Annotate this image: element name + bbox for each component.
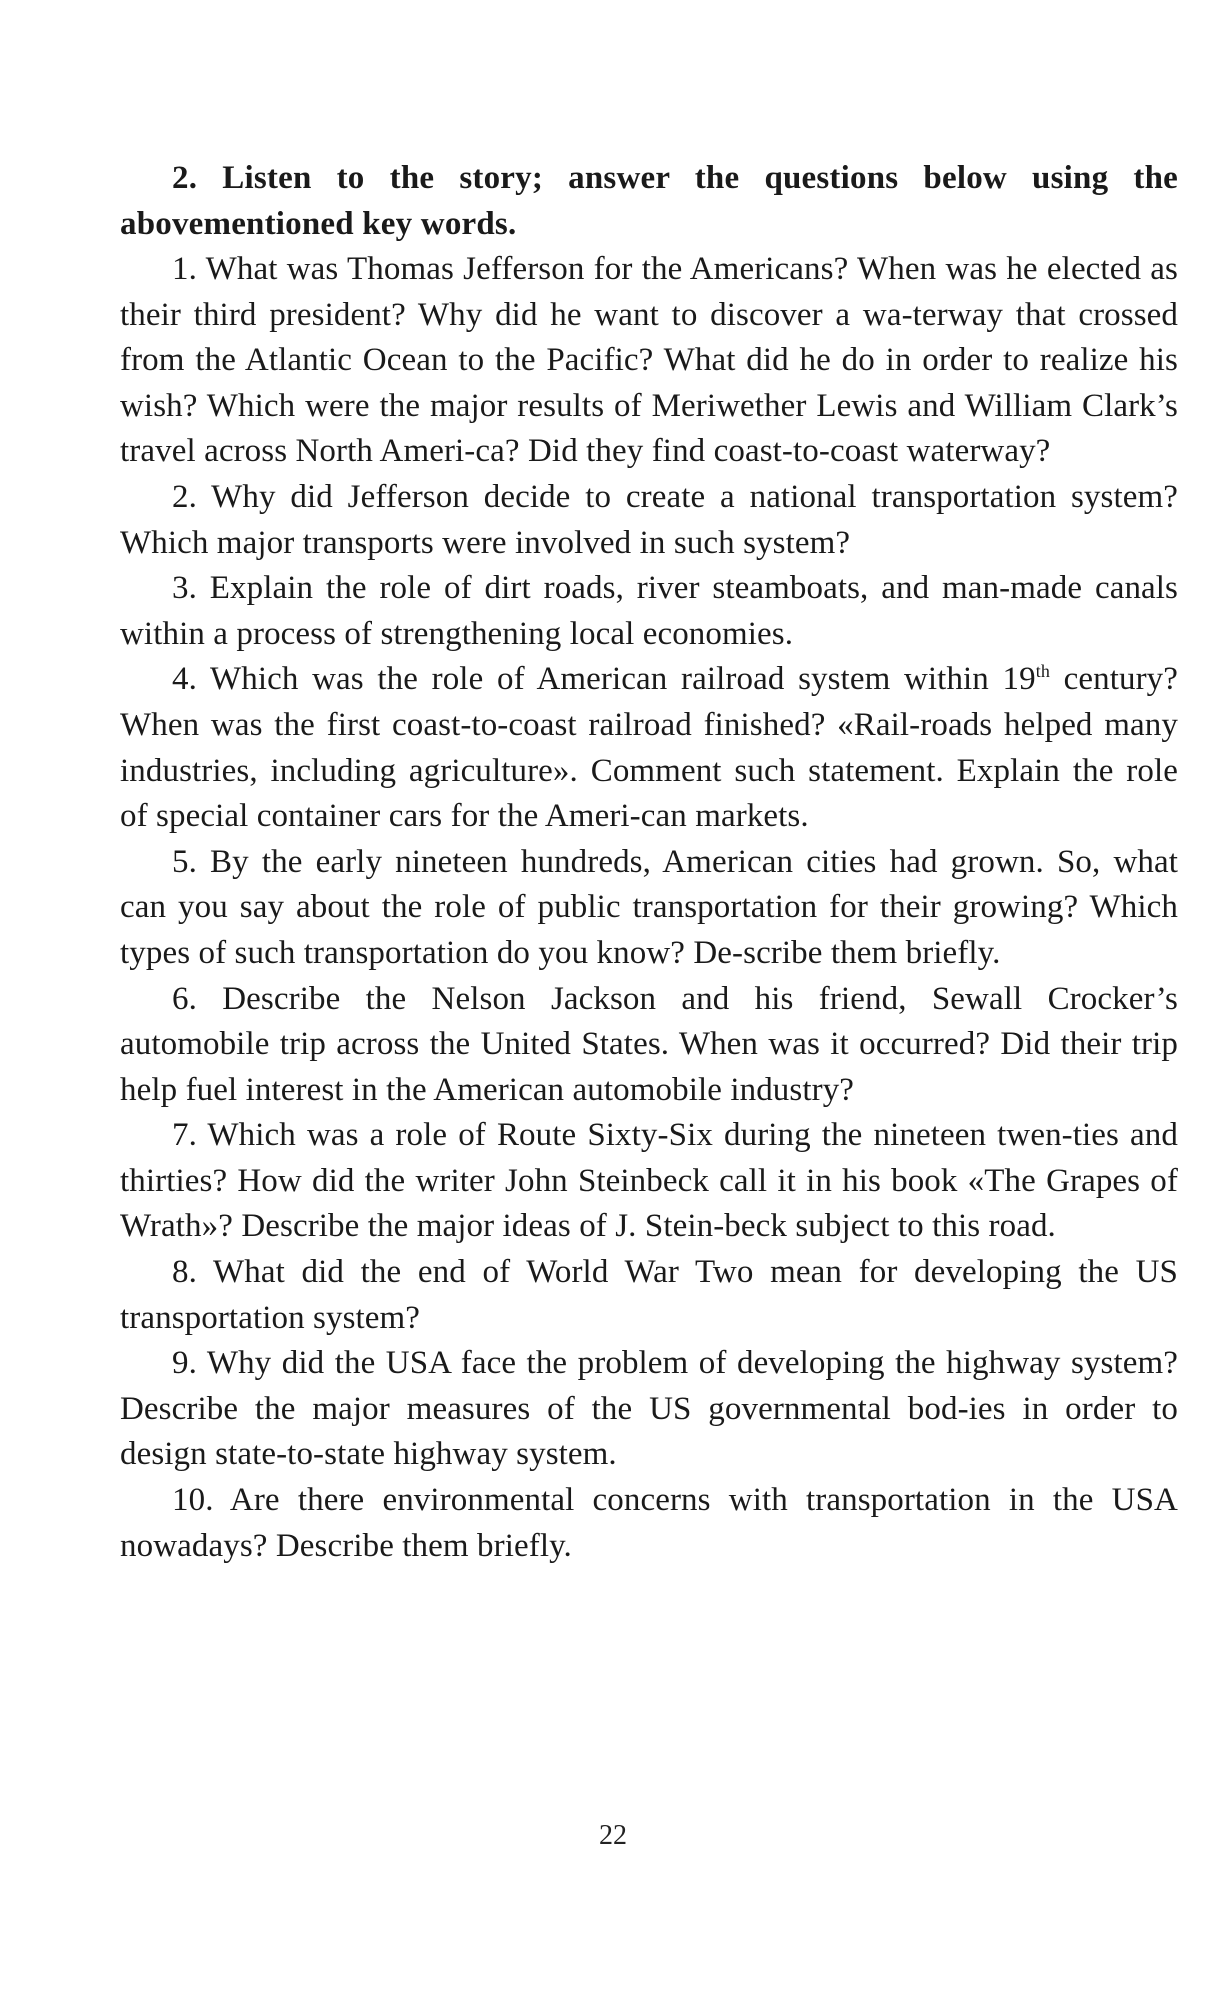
question-1: 1. What was Thomas Jefferson for the Americans? When was he elected as their third president? Why did he want to discover a wa-terway that crossed from the Atlantic Ocean to the Pacific? What did he do in order to realize his wish? Which were the major results of Meriwether Lewis and William Clark’s travel across North Ameri-ca? Did they find coast-to-coast waterway? — [120, 251, 1178, 470]
question-4 — [120, 657, 1178, 839]
question-2: 2. Why did Jefferson decide to create a national transportation system? Which major transports were involved in such system? — [120, 478, 1178, 561]
exercise-heading: 2. Listen to the story; answer the questions below using the abovementioned key words. — [120, 160, 1178, 242]
page-content — [120, 155, 1178, 1569]
question-4-text-start: 4. Which was the role of American railroad system within 19 — [172, 661, 1036, 698]
question-10: 10. Are there environmental concerns with transportation in the USA nowadays? Describe them briefly. — [120, 1482, 1178, 1564]
question-8: 8. What did the end of World War Two mean for developing the US transportation system? — [120, 1254, 1178, 1336]
question-9: 9. Why did the USA face the problem of developing the highway system? Describe the major measures of the US governmental bod-ies in order to design state-to-state highway system. — [120, 1345, 1178, 1473]
question-4-superscript: th — [1035, 661, 1050, 682]
question-4-text-end: century? When was the first coast-to-coast railroad finished? «Rail-roads helped many industries, including agriculture». Comment such statement. Explain the role of special container cars for the Ameri-can markets. — [120, 661, 1179, 835]
question-7: 7. Which was a role of Route Sixty-Six during the nineteen twen-ties and thirties? How did the writer John Steinbeck call it in his book «The Grapes of Wrath»? Describe the major ideas of J. Stein-beck subject to this road. — [120, 1117, 1178, 1245]
question-6: 6. Describe the Nelson Jackson and his friend, Sewall Crocker’s automobile trip across the United States. When was it occurred? Did their trip help fuel interest in the American automobile industry? — [120, 980, 1178, 1108]
question-5: 5. By the early nineteen hundreds, American cities had grown. So, what can you say about the role of public transportation for their growing? Which types of such transportation do you know? De-scribe them briefly. — [120, 843, 1178, 971]
question-3: 3. Explain the role of dirt roads, river steamboats, and man-made canals within a process of strengthening local economies. — [120, 570, 1178, 652]
page-number: 22 — [599, 1820, 627, 1851]
